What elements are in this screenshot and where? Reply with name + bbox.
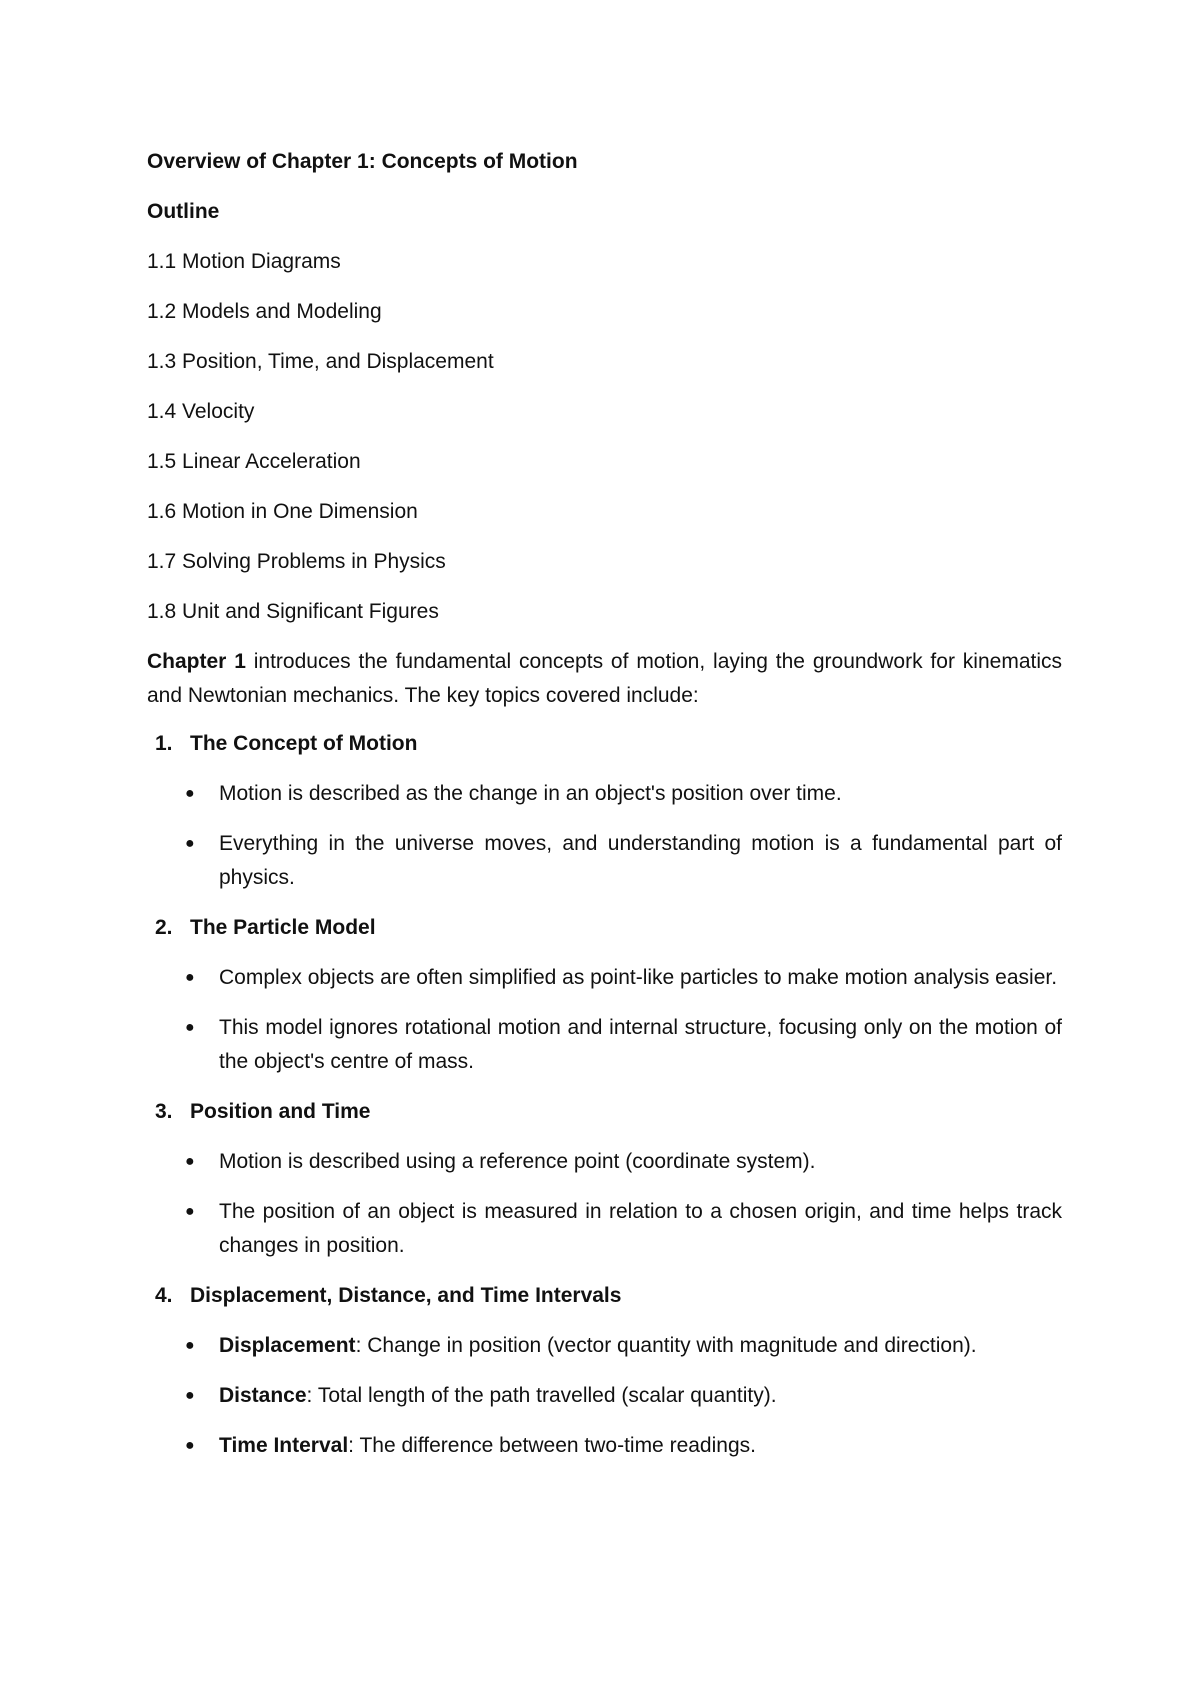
bullet-list [147, 1329, 1062, 1463]
bullet-text: : Total length of the path travelled (scalar quantity). [306, 1384, 777, 1407]
bullet-item [147, 1329, 1062, 1363]
bullet-item [147, 1379, 1062, 1413]
bullet-item [147, 1195, 1062, 1263]
section-heading [147, 1095, 1062, 1129]
bullet-item [147, 961, 1062, 995]
bullet-dot-icon: ● [185, 1337, 195, 1354]
bullet-dot-icon: ● [185, 785, 195, 802]
section-heading [147, 911, 1062, 945]
outline-item: 1.5 Linear Acceleration [147, 450, 361, 473]
outline-item: 1.1 Motion Diagrams [147, 250, 341, 273]
section-heading [147, 1279, 1062, 1313]
outline-item: 1.2 Models and Modeling [147, 300, 382, 323]
section-displacement-distance-time [147, 1279, 1062, 1463]
section-title: Position and Time [190, 1100, 371, 1123]
bullet-text: Motion is described as the change in an object's position over time. [219, 782, 842, 805]
bullet-text: : Change in position (vector quantity with magnitude and direction). [355, 1334, 977, 1357]
bullet-item [147, 1429, 1062, 1463]
bullet-text: Motion is described using a reference point (coordinate system). [219, 1150, 816, 1173]
bullet-term: Distance [219, 1384, 307, 1407]
bullet-dot-icon: ● [185, 1203, 195, 1220]
section-title: Displacement, Distance, and Time Intervals [190, 1284, 622, 1307]
outline-item: 1.3 Position, Time, and Displacement [147, 350, 494, 373]
section-particle-model [147, 911, 1062, 1079]
bullet-list [147, 961, 1062, 1079]
section-concept-of-motion [147, 727, 1062, 895]
bullet-dot-icon: ● [185, 1153, 195, 1170]
bullet-dot-icon: ● [185, 1019, 195, 1036]
bullet-term: Time Interval [219, 1434, 349, 1457]
bullet-text: The position of an object is measured in relation to a chosen origin, and time helps track changes in position. [219, 1200, 1062, 1257]
bullet-text: This model ignores rotational motion and internal structure, focusing only on the motion of the object's centre of mass. [219, 1016, 1062, 1073]
bullet-item [147, 777, 1062, 811]
bullet-text: Everything in the universe moves, and understanding motion is a fundamental part of physics. [219, 832, 1062, 889]
section-title: The Particle Model [190, 916, 376, 939]
bullet-dot-icon: ● [185, 1387, 195, 1404]
bullet-dot-icon: ● [185, 835, 195, 852]
outline-item: 1.6 Motion in One Dimension [147, 500, 418, 523]
bullet-list [147, 777, 1062, 895]
section-number: 3. [155, 1100, 173, 1123]
bullet-text: : The difference between two-time readings. [348, 1434, 756, 1457]
bullet-dot-icon: ● [185, 969, 195, 986]
outline-item: 1.8 Unit and Significant Figures [147, 600, 439, 623]
section-number: 4. [155, 1284, 173, 1307]
document-title: Overview of Chapter 1: Concepts of Motion [147, 150, 578, 173]
bullet-item [147, 827, 1062, 895]
outline-item: 1.7 Solving Problems in Physics [147, 550, 446, 573]
intro-text: introduces the fundamental concepts of motion, laying the groundwork for kinematics and Newtonian mechanics. The key topics covered include: [147, 650, 1062, 707]
bullet-item [147, 1145, 1062, 1179]
section-number: 2. [155, 916, 173, 939]
bullet-item [147, 1011, 1062, 1079]
section-position-and-time [147, 1095, 1062, 1263]
intro-paragraph [147, 645, 1062, 713]
intro-lead: Chapter 1 [147, 650, 246, 673]
outline-heading: Outline [147, 200, 220, 223]
document-page [147, 145, 1062, 1479]
section-heading [147, 727, 1062, 761]
bullet-dot-icon: ● [185, 1437, 195, 1454]
bullet-term: Displacement [219, 1334, 356, 1357]
section-number: 1. [155, 732, 173, 755]
outline-list [147, 245, 1062, 629]
outline-item: 1.4 Velocity [147, 400, 255, 423]
bullet-list [147, 1145, 1062, 1263]
bullet-text: Complex objects are often simplified as point-like particles to make motion analysis easier. [219, 966, 1058, 989]
section-title: The Concept of Motion [190, 732, 418, 755]
